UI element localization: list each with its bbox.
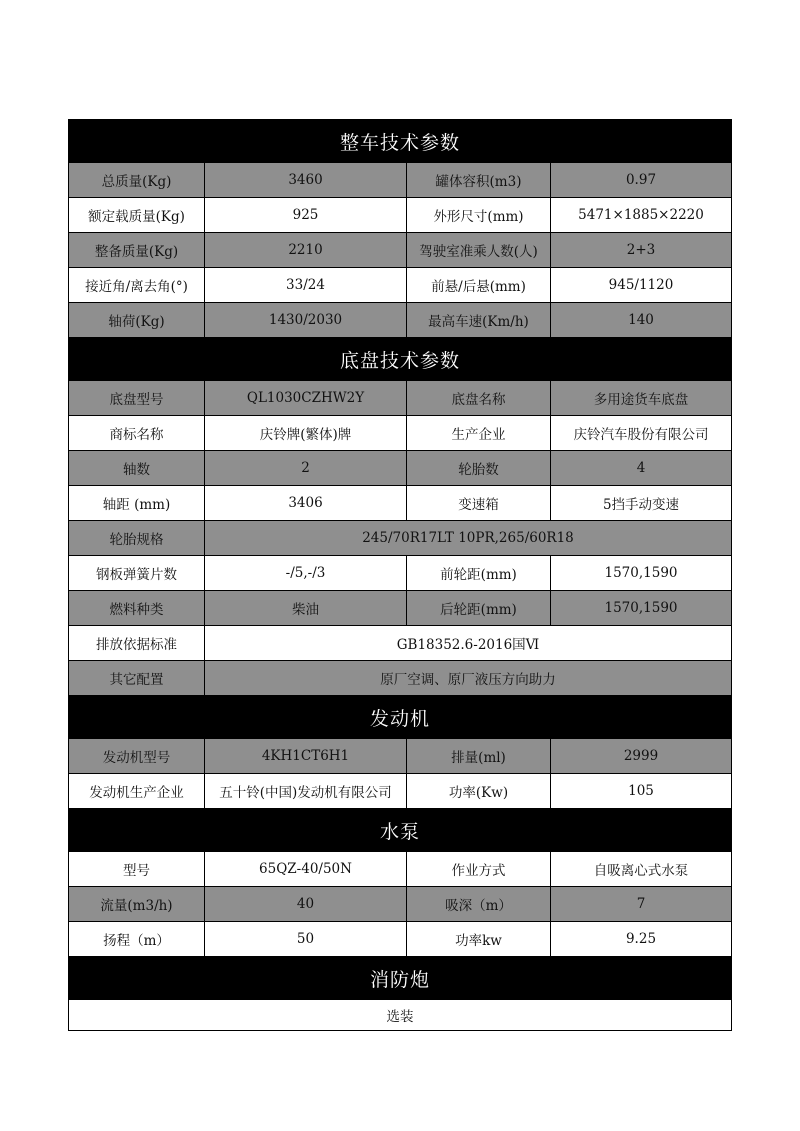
value-cell: 多用途货车底盘: [551, 381, 732, 416]
label-cell: 功率kw: [407, 922, 551, 957]
spec-table: [68, 119, 732, 1031]
value-cell: 3406: [205, 486, 407, 521]
label-cell: 外形尺寸(mm): [407, 198, 551, 233]
label-cell: 前轮距(mm): [407, 556, 551, 591]
value-cell: GB18352.6-2016国Ⅵ: [205, 626, 732, 661]
value-cell: 4KH1CT6H1: [205, 739, 407, 774]
value-cell: 4: [551, 451, 732, 486]
value-cell: 2+3: [551, 233, 732, 268]
label-cell: 生产企业: [407, 416, 551, 451]
label-cell: 额定载质量(Kg): [69, 198, 205, 233]
label-cell: 轴荷(Kg): [69, 303, 205, 338]
table-row: [69, 198, 732, 233]
table-row: [69, 1000, 732, 1031]
label-cell: 其它配置: [69, 661, 205, 696]
value-cell: 50: [205, 922, 407, 957]
table-row: [69, 416, 732, 451]
table-row: [69, 774, 732, 809]
label-cell: 驾驶室准乘人数(人): [407, 233, 551, 268]
label-cell: 轴数: [69, 451, 205, 486]
label-cell: 流量(m3/h): [69, 887, 205, 922]
value-cell: 1570,1590: [551, 556, 732, 591]
label-cell: 变速箱: [407, 486, 551, 521]
section-title-engine: 发动机: [69, 696, 732, 739]
value-cell: 自吸离心式水泵: [551, 852, 732, 887]
value-cell: 五十铃(中国)发动机有限公司: [205, 774, 407, 809]
table-row: [69, 739, 732, 774]
label-cell: 后轮距(mm): [407, 591, 551, 626]
value-cell: 33/24: [205, 268, 407, 303]
table-row: [69, 626, 732, 661]
label-cell: 发动机生产企业: [69, 774, 205, 809]
value-cell: 5挡手动变速: [551, 486, 732, 521]
section-title-monitor: 消防炮: [69, 957, 732, 1000]
value-cell: 2210: [205, 233, 407, 268]
label-cell: 底盘型号: [69, 381, 205, 416]
label-cell: 接近角/离去角(°): [69, 268, 205, 303]
value-cell: -/5,-/3: [205, 556, 407, 591]
label-cell: 轴距 (mm): [69, 486, 205, 521]
label-cell: 最高车速(Km/h): [407, 303, 551, 338]
table-row: [69, 661, 732, 696]
value-cell: 原厂空调、原厂液压方向助力: [205, 661, 732, 696]
table-row: [69, 303, 732, 338]
label-cell: 功率(Kw): [407, 774, 551, 809]
section-title-vehicle: 整车技术参数: [69, 120, 732, 163]
section-title-chassis: 底盘技术参数: [69, 338, 732, 381]
value-cell: 945/1120: [551, 268, 732, 303]
value-cell: 9.25: [551, 922, 732, 957]
table-row: [69, 591, 732, 626]
value-cell: 柴油: [205, 591, 407, 626]
label-cell: 发动机型号: [69, 739, 205, 774]
label-cell: 燃料种类: [69, 591, 205, 626]
section-title-pump: 水泵: [69, 809, 732, 852]
table-row: [69, 556, 732, 591]
value-cell: 选装: [69, 1000, 732, 1031]
table-row: [69, 233, 732, 268]
label-cell: 轮胎数: [407, 451, 551, 486]
label-cell: 作业方式: [407, 852, 551, 887]
value-cell: 140: [551, 303, 732, 338]
table-row: [69, 163, 732, 198]
table-row: [69, 852, 732, 887]
label-cell: 型号: [69, 852, 205, 887]
value-cell: 3460: [205, 163, 407, 198]
table-row: [69, 521, 732, 556]
value-cell: 1570,1590: [551, 591, 732, 626]
table-row: [69, 887, 732, 922]
label-cell: 底盘名称: [407, 381, 551, 416]
label-cell: 吸深（m）: [407, 887, 551, 922]
label-cell: 轮胎规格: [69, 521, 205, 556]
value-cell: 105: [551, 774, 732, 809]
value-cell: 0.97: [551, 163, 732, 198]
table-row: [69, 381, 732, 416]
value-cell: 庆铃牌(繁体)牌: [205, 416, 407, 451]
label-cell: 整备质量(Kg): [69, 233, 205, 268]
table-row: [69, 451, 732, 486]
value-cell: 40: [205, 887, 407, 922]
label-cell: 排量(ml): [407, 739, 551, 774]
value-cell: 925: [205, 198, 407, 233]
label-cell: 钢板弹簧片数: [69, 556, 205, 591]
label-cell: 前悬/后悬(mm): [407, 268, 551, 303]
value-cell: 1430/2030: [205, 303, 407, 338]
table-row: [69, 922, 732, 957]
value-cell: 5471×1885×2220: [551, 198, 732, 233]
value-cell: 65QZ-40/50N: [205, 852, 407, 887]
table-row: [69, 268, 732, 303]
value-cell: 2999: [551, 739, 732, 774]
value-cell: 庆铃汽车股份有限公司: [551, 416, 732, 451]
label-cell: 排放依据标准: [69, 626, 205, 661]
label-cell: 扬程（m）: [69, 922, 205, 957]
label-cell: 罐体容积(m3): [407, 163, 551, 198]
label-cell: 商标名称: [69, 416, 205, 451]
table-row: [69, 486, 732, 521]
label-cell: 总质量(Kg): [69, 163, 205, 198]
value-cell: QL1030CZHW2Y: [205, 381, 407, 416]
value-cell: 2: [205, 451, 407, 486]
value-cell: 245/70R17LT 10PR,265/60R18: [205, 521, 732, 556]
value-cell: 7: [551, 887, 732, 922]
